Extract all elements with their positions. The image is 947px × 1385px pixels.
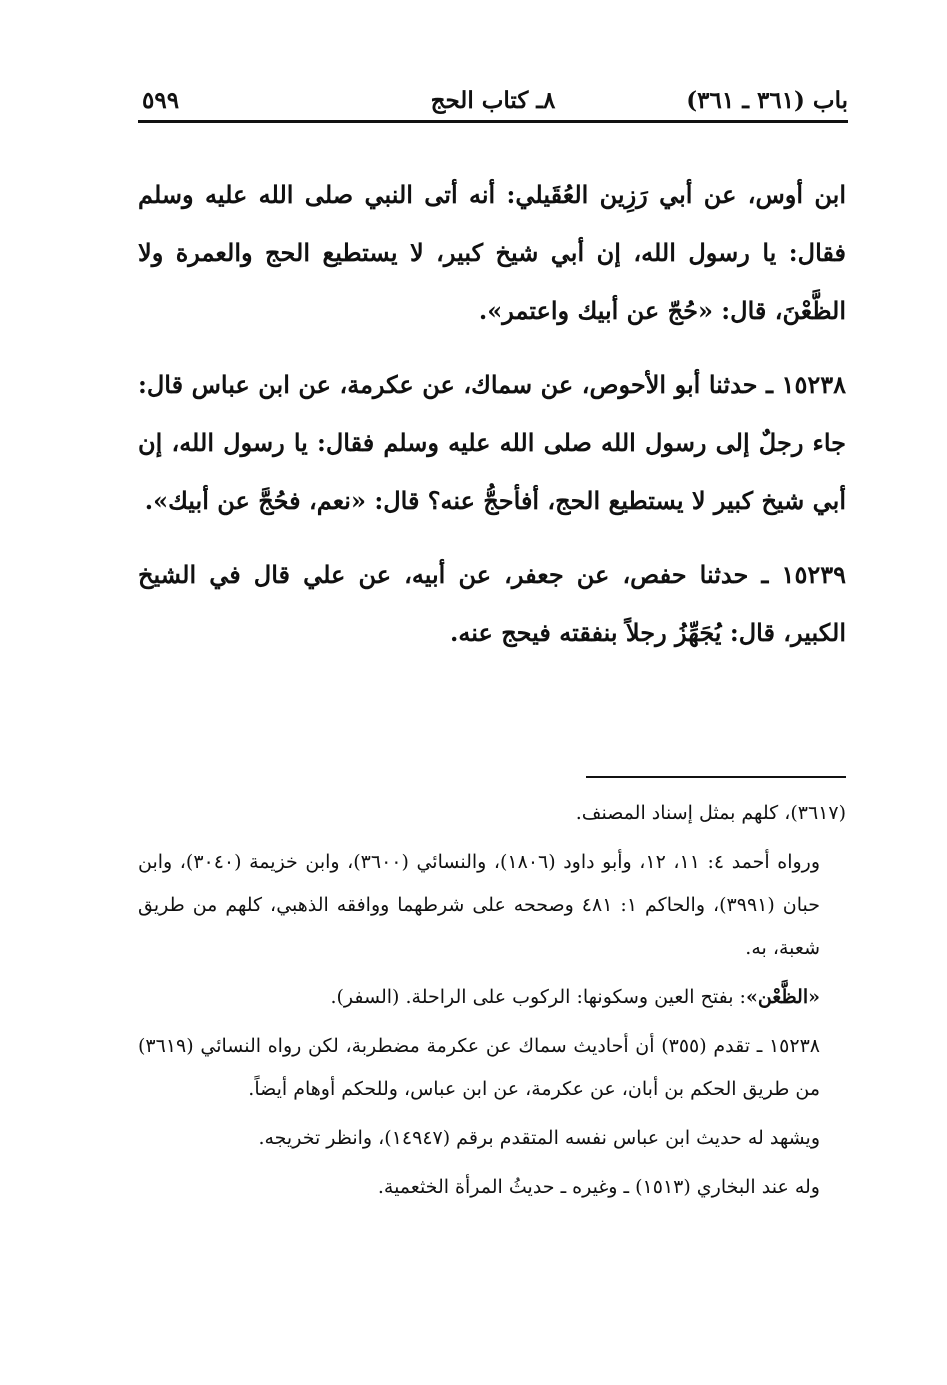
footnote-1: (٣٦١٧)، كلهم بمثل إسناد المصنف. — [575, 802, 846, 824]
hadith-text: ـ حدثنا حفص، عن جعفر، عن أبيه، عن علي قال في الشيخ الكبير، قال: يُجَهِّزُ رجلاً بنفقته فيحج عنه. — [138, 560, 846, 647]
hadith-15239 — [138, 546, 846, 662]
chapter-range: باب (٣٦١ ـ ٣٦١) — [686, 87, 848, 114]
hadith-15238 — [138, 356, 846, 530]
hadith-continuation: ابن أوس، عن أبي رَزِين العُقَيلي: أنه أتى النبي صلى الله عليه وسلم فقال: يا رسول الله، إن أبي شيخ كبير، لا يستطيع الحج والعمرة ولا الظَّعْنَ، قال: «حُجّ عن أبيك واعتمر». — [138, 180, 846, 325]
footnote-6: وله عند البخاري (١٥١٣) ـ وغيره ـ حديثُ المرأة الخثعمية. — [377, 1176, 820, 1198]
hadith-text: ـ حدثنا أبو الأحوص، عن سماك، عن عكرمة، عن ابن عباس قال: جاء رجلٌ إلى رسول الله صلى الله عليه وسلم فقال: يا رسول الله، إن أبي شيخ كبير لا يستطيع الحج، أفأحجُّ عنه؟ قال: «نعم، فحُجَّ عن أبيك». — [138, 370, 846, 515]
footnote-separator — [586, 776, 846, 778]
footnote-2: ورواه أحمد ٤: ١١، ١٢، وأبو داود (١٨٠٦)، والنسائي (٣٦٠٠)، وابن خزيمة (٣٠٤٠)، وابن حبان (٣٩٩١)، والحاكم ١: ٤٨١ وصححه على شرطهما ووافقه الذهبي، كلهم من طريق شعبة، به. — [138, 851, 820, 959]
hadith-number: ١٥٢٣٨ — [781, 370, 846, 399]
hadith-number: ١٥٢٣٩ — [781, 560, 846, 589]
footnote-3 — [138, 976, 846, 1019]
gloss-term: «الظَّعْن» — [745, 986, 820, 1008]
gloss-text: : بفتح العين وسكونها: الركوب على الراحلة. (السفر). — [330, 986, 746, 1008]
footnote-5: ويشهد له حديث ابن عباس نفسه المتقدم برقم (١٤٩٤٧)، وانظر تخريجه. — [258, 1127, 820, 1149]
page-header — [138, 80, 848, 124]
footnotes — [138, 792, 846, 1209]
book-title: ٨ـ كتاب الحج — [430, 87, 556, 114]
header-rule — [138, 120, 848, 123]
page-number: ٥٩٩ — [142, 87, 180, 114]
main-text — [138, 166, 846, 662]
footnote-4: ١٥٢٣٨ ـ تقدم (٣٥٥) أن أحاديث سماك عن عكرمة مضطربة، لكن رواه النسائي (٣٦١٩) من طريق الحكم بن أبان، عن عكرمة، عن ابن عباس، وللحكم أوهام أيضاً. — [138, 1035, 820, 1100]
